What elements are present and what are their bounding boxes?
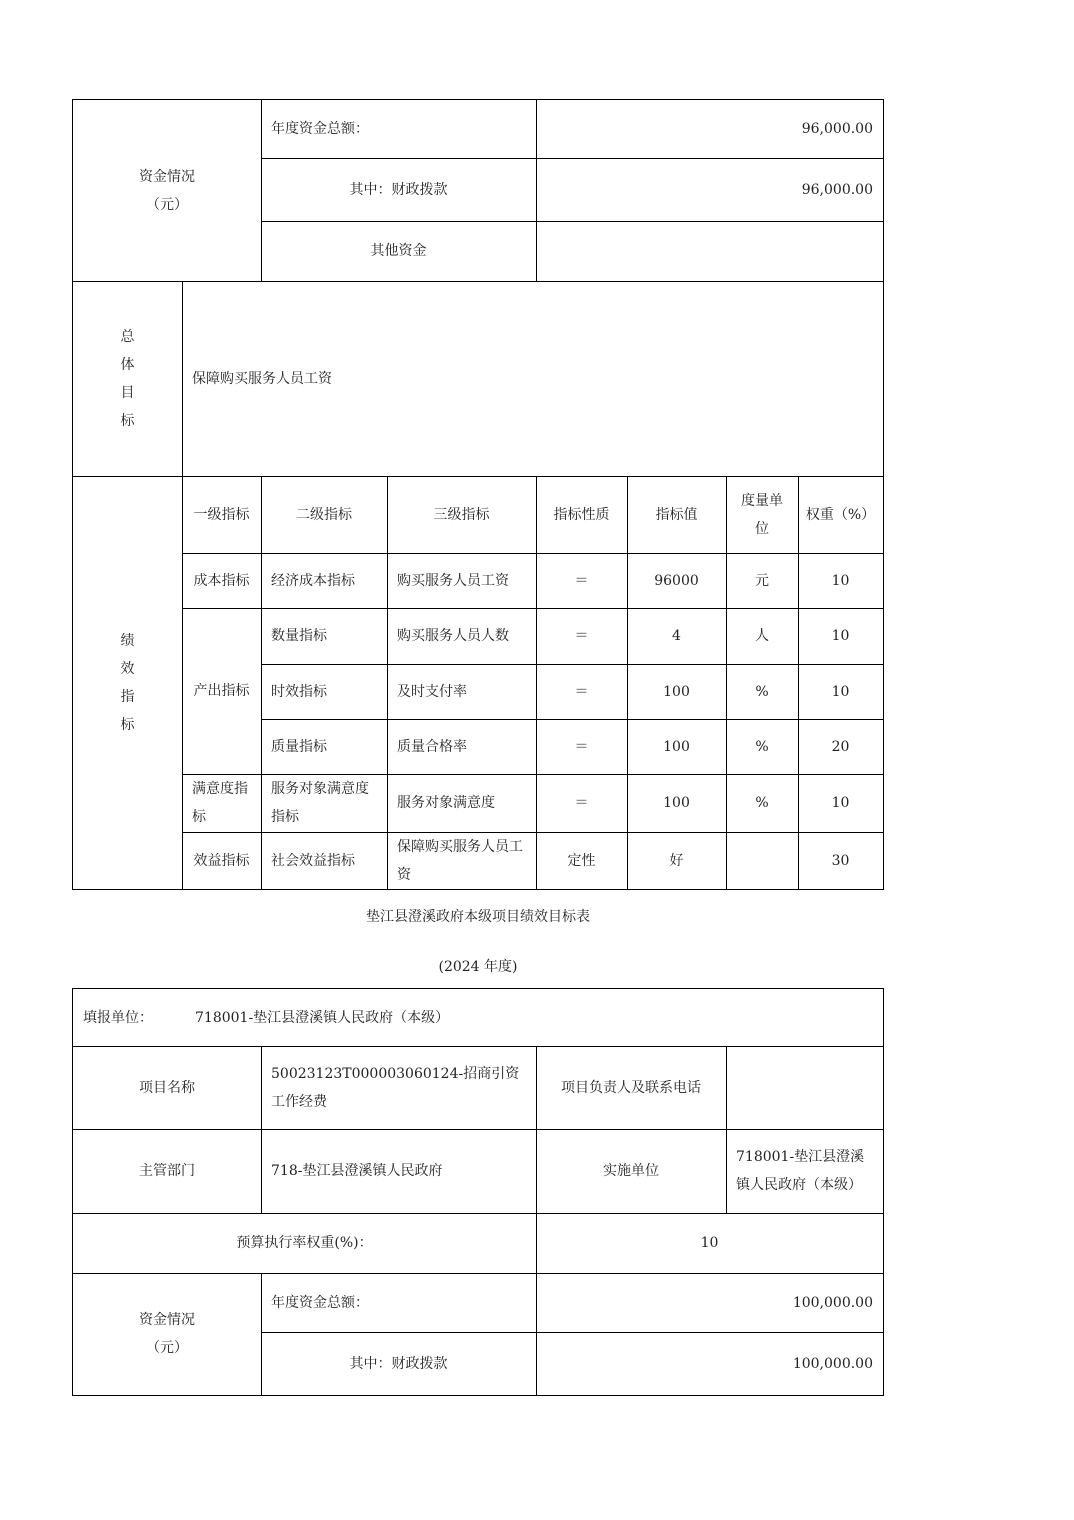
row-unit: 元 — [726, 553, 799, 609]
row-level1-output: 产出指标 — [182, 608, 262, 775]
perf-char: 绩 — [120, 632, 135, 649]
row-nature: 定性 — [536, 832, 628, 890]
row-nature: ＝ — [536, 664, 628, 720]
funding-label-cell — [72, 1273, 262, 1396]
row-value: 100 — [627, 719, 727, 775]
perf-char: 标 — [120, 716, 135, 733]
row-level1: 满意度指标 — [182, 774, 262, 833]
fiscal-label: 其中：财政拨款 — [261, 158, 537, 222]
header-level1: 一级指标 — [182, 476, 262, 554]
budget-weight-label: 预算执行率权重(%)： — [72, 1213, 537, 1274]
row-nature: ＝ — [536, 774, 628, 833]
row-unit: % — [726, 664, 799, 720]
other-funding-value — [536, 221, 884, 282]
row-value: 100 — [627, 664, 727, 720]
row-value: 100 — [627, 774, 727, 833]
row-value: 好 — [627, 832, 727, 890]
row-value: 4 — [627, 608, 727, 665]
impl-label: 实施单位 — [536, 1129, 727, 1214]
goal-char: 总 — [120, 328, 135, 345]
overall-goal-text: 保障购买服务人员工资 — [182, 281, 884, 477]
row-level3: 保障购买服务人员工资 — [387, 832, 537, 890]
row-nature: ＝ — [536, 719, 628, 775]
row-level3: 购买服务人员人数 — [387, 608, 537, 665]
header-level3: 三级指标 — [387, 476, 537, 554]
funding-label-line2: （元） — [146, 1340, 188, 1356]
funding-label-line1: 资金情况 — [139, 1312, 195, 1328]
project-name-label: 项目名称 — [72, 1046, 262, 1130]
unit-value: 718001-垫江县澄溪镇人民政府（本级） — [195, 1009, 450, 1026]
row-level2: 时效指标 — [261, 664, 388, 720]
table2-year: (2024 年度) — [438, 959, 518, 975]
row-level2: 社会效益指标 — [261, 832, 388, 890]
annual-total-label: 年度资金总额： — [261, 1273, 537, 1333]
row-level1: 效益指标 — [182, 832, 262, 890]
row-weight: 10 — [798, 608, 884, 665]
overall-goal-label — [72, 281, 183, 477]
row-weight: 20 — [798, 719, 884, 775]
row-unit: % — [726, 719, 799, 775]
table2-title: 垫江县澄溪政府本级项目绩效目标表 — [366, 909, 590, 925]
header-value: 指标值 — [627, 476, 727, 554]
unit-row — [72, 988, 884, 1047]
annual-total-value: 100,000.00 — [536, 1273, 884, 1333]
fiscal-value: 96,000.00 — [536, 158, 884, 222]
impl-value: 718001-垫江县澄溪镇人民政府（本级） — [726, 1129, 884, 1214]
row-level1: 成本指标 — [182, 553, 262, 609]
funding-label-line1: 资金情况 — [139, 168, 195, 185]
project-name-value: 50023123T000003060124-招商引资工作经费 — [261, 1046, 537, 1130]
row-nature: ＝ — [536, 553, 628, 609]
funding-label-cell — [72, 99, 262, 282]
row-unit: % — [726, 774, 799, 833]
perf-char: 指 — [120, 688, 135, 705]
row-level2: 质量指标 — [261, 719, 388, 775]
row-weight: 10 — [798, 664, 884, 720]
row-value: 96000 — [627, 553, 727, 609]
row-weight: 10 — [798, 774, 884, 833]
budget-weight-value: 10 — [536, 1213, 884, 1274]
header-nature: 指标性质 — [536, 476, 628, 554]
fiscal-label: 其中：财政拨款 — [261, 1332, 537, 1396]
goal-char: 体 — [120, 356, 135, 373]
header-unit: 度量单位 — [726, 476, 799, 554]
header-level2: 二级指标 — [261, 476, 388, 554]
goal-char: 标 — [120, 412, 135, 429]
row-level3: 及时支付率 — [387, 664, 537, 720]
goal-char: 目 — [120, 384, 135, 401]
funding-label-line2: （元） — [146, 196, 188, 213]
contact-value — [726, 1046, 884, 1130]
annual-total-value: 96,000.00 — [536, 99, 884, 159]
other-funding-label: 其他资金 — [261, 221, 537, 282]
row-level3: 购买服务人员工资 — [387, 553, 537, 609]
row-unit — [726, 832, 799, 890]
row-level3: 质量合格率 — [387, 719, 537, 775]
row-weight: 30 — [798, 832, 884, 890]
annual-total-label: 年度资金总额： — [261, 99, 537, 159]
row-level3: 服务对象满意度 — [387, 774, 537, 833]
row-weight: 10 — [798, 553, 884, 609]
row-level2: 经济成本指标 — [261, 553, 388, 609]
unit-label: 填报单位： — [83, 1009, 153, 1026]
header-weight: 权重（%） — [798, 476, 884, 554]
row-nature: ＝ — [536, 608, 628, 665]
row-level2: 服务对象满意度指标 — [261, 774, 388, 833]
dept-label: 主管部门 — [72, 1129, 262, 1214]
perf-char: 效 — [120, 660, 135, 677]
contact-label: 项目负责人及联系电话 — [536, 1046, 727, 1130]
row-level2: 数量指标 — [261, 608, 388, 665]
row-unit: 人 — [726, 608, 799, 665]
dept-value: 718-垫江县澄溪镇人民政府 — [261, 1129, 537, 1214]
fiscal-value: 100,000.00 — [536, 1332, 884, 1396]
performance-label — [72, 476, 183, 890]
